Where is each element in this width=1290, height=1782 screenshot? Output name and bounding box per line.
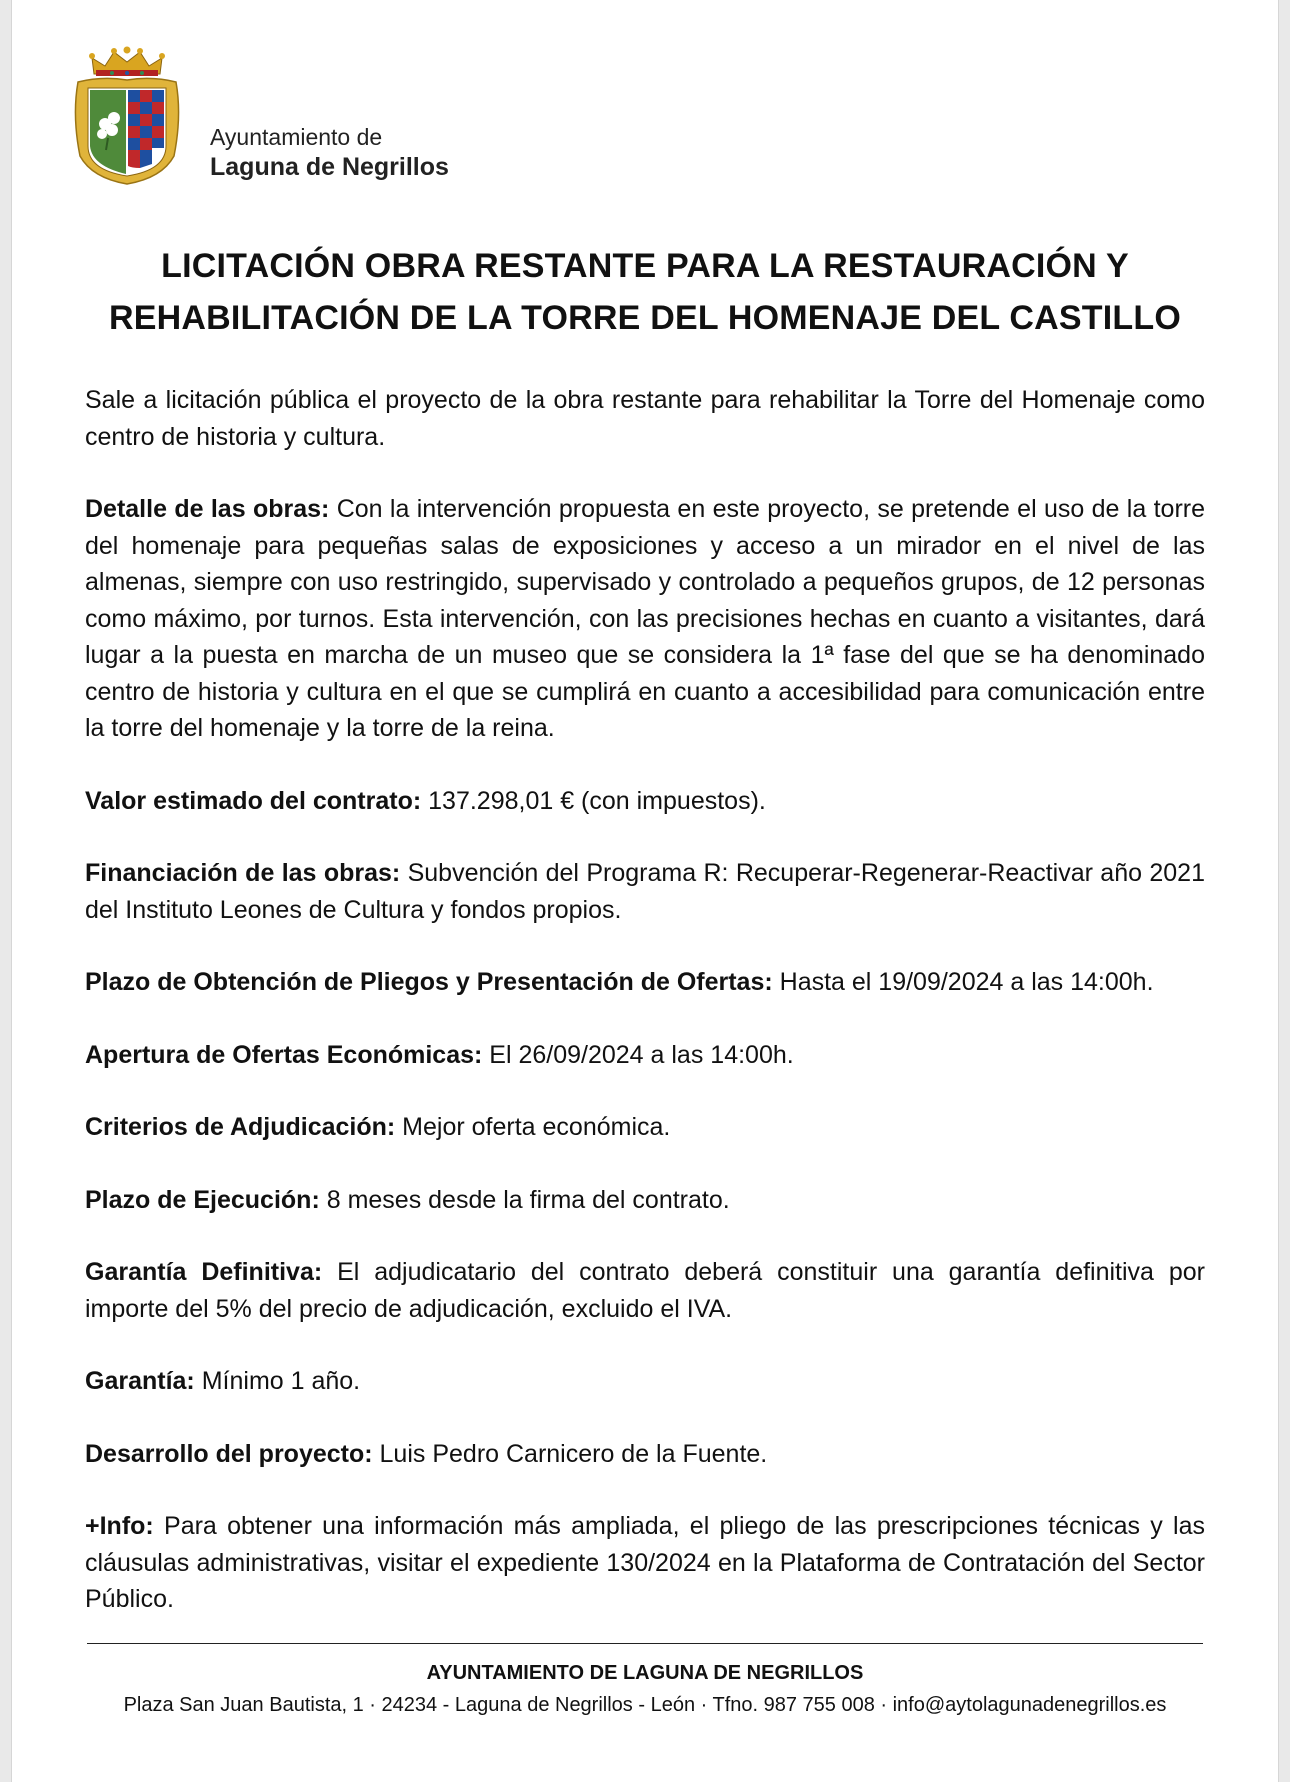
footer-divider [87,1643,1203,1644]
section-text: 8 meses desde la firma del contrato. [319,1185,730,1214]
section-label: Detalle de las obras: [85,495,330,523]
section-financiacion [85,855,1205,928]
org-name-line1: Ayuntamiento de [210,124,383,150]
section-text: Para obtener una información más ampliada, el pliego de las prescripciones técnicas y las cláusulas administrativas, visitar el expediente 130/2024 en la Plataforma de Contratación del Sector Público. [85,1512,1205,1613]
intro-paragraph: Sale a licitación pública el proyecto de la obra restante para rehabilitar la Torre del Homenaje como centro de historia y cultura. [85,386,1205,451]
org-name-line2: Laguna de Negrillos [210,152,449,181]
section-label: Plazo de Obtención de Pliegos y Presentación de Ofertas: [85,968,773,996]
section-text: Con la intervención propuesta en este proyecto, se pretende el uso de la torre del homenaje para pequeñas salas de exposiciones y acceso a un mirador en el nivel de las almenas, siempre con uso restringido, supervisado y controlado a pequeños grupos, de 12 personas como máximo, por turnos. Esta intervención, con las precisiones hechas en cuanto a visitantes, dará lugar a la puesta en marcha de un museo que se considera la 1ª fase del que se ha denominado centro de historia y cultura en el que se cumplirá en cuanto a accesibilidad para comunicación entre la torre del homenaje y la torre de la reina. [85,495,1206,742]
section-text: 137.298,01 € (con impuestos). [421,786,766,815]
title-line1: LICITACIÓN OBRA RESTANTE PARA LA RESTAURACIÓN Y [161,247,1129,285]
section-label: Apertura de Ofertas Económicas: [85,1040,483,1069]
section-label: Valor estimado del contrato: [85,786,422,815]
document-body [85,382,1205,1654]
section-info [85,1508,1205,1618]
section-label: +Info: [85,1512,154,1540]
section-text: Subvención del Programa R: Recuperar-Regenerar-Reactivar año 2021 del Instituto Leones de Cultura y fondos propios. [85,859,1205,924]
section-plazo-ofertas [85,964,1205,1001]
title-line2: REHABILITACIÓN DE LA TORRE DEL HOMENAJE DEL CASTILLO [108,299,1181,337]
section-garantia [85,1363,1205,1400]
document-page [11,0,1279,1782]
section-text: Hasta el 19/09/2024 a las 14:00h. [772,968,1154,996]
section-text: Mejor oferta económica. [395,1113,671,1141]
section-label: Plazo de Ejecución: [85,1185,320,1214]
org-name [210,124,449,182]
section-label: Garantía: [85,1367,195,1395]
section-garantia-definitiva [85,1254,1205,1327]
letterhead [72,46,672,196]
section-label: Criterios de Adjudicación: [85,1113,396,1141]
section-label: Garantía Definitiva: [85,1258,323,1286]
section-plazo-ejecucion [85,1182,1205,1219]
section-apertura [85,1037,1205,1074]
section-label: Financiación de las obras: [85,859,401,887]
footer-address: Plaza San Juan Bautista, 1 · 24234 - Laguna de Negrillos - León · Tfno. 987 755 008 · info@aytolagunadenegrillos.es [123,1694,1167,1716]
section-label: Desarrollo del proyecto: [85,1439,373,1468]
section-text: Luis Pedro Carnicero de la Fuente. [372,1439,768,1468]
document-title [52,240,1238,344]
section-detalle [85,491,1205,747]
section-desarrollo [85,1436,1205,1473]
section-text: Mínimo 1 año. [194,1367,361,1395]
footer-org-name: AYUNTAMIENTO DE LAGUNA DE NEGRILLOS [426,1662,864,1684]
section-criterios [85,1109,1205,1146]
section-text: El adjudicatario del contrato deberá constituir una garantía definitiva por importe del 5% del precio de adjudicación, excluido el IVA. [85,1258,1205,1323]
coat-of-arms-icon [72,46,182,186]
section-valor [85,783,1205,820]
section-text: El 26/09/2024 a las 14:00h. [482,1040,794,1069]
